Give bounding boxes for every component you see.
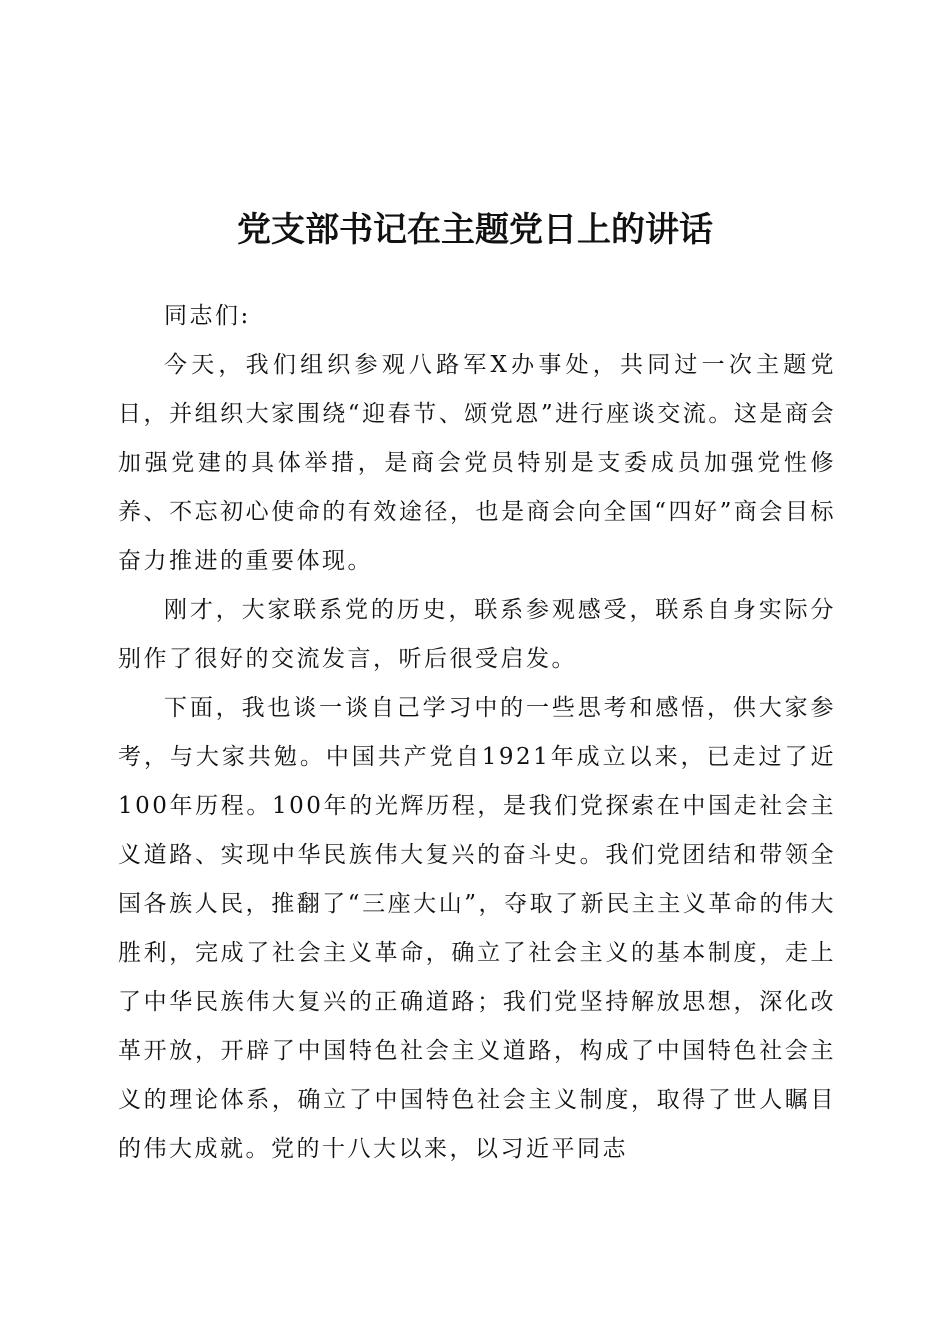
paragraph-3: 下面，我也谈一谈自己学习中的一些思考和感悟，供大家参考，与大家共勉。中国共产党自1921年成立以来，已走过了近100年历程。100年的光辉历程，是我们党探索在中国走社会主义道路、实现中华民族伟大复兴的奋斗史。我们党团结和带领全国各族人民，推翻了“三座大山”，夺取了新民主主义革命的伟大胜利，完成了社会主义革命，确立了社会主义的基本制度，走上了中华民族伟大复兴的正确道路；我们党坚持解放思想，深化改革开放，开辟了中国特色社会主义道路，构成了中国特色社会主义的理论体系，确立了中国特色社会主义制度，取得了世人瞩目的伟大成就。党的十八大以来，以习近平同志 bbox=[118, 695, 836, 1162]
paragraph-1: 今天，我们组织参观八路军X办事处，共同过一次主题党日，并组织大家围绕“迎春节、颂党恩”进行座谈交流。这是商会加强党建的具体举措，是商会党员特别是支委成员加强党性修养、不忘初心使命的有效途径，也是商会向全国“四好”商会目标奋力推进的重要体现。 bbox=[118, 352, 836, 574]
document-title: 党支部书记在主题党日上的讲话 bbox=[237, 210, 713, 250]
document-body bbox=[118, 292, 836, 1174]
salutation: 同志们: bbox=[164, 303, 251, 329]
paragraph-2: 刚才，大家联系党的历史，联系参观感受，联系自身实际分别作了很好的交流发言，听后很受启发。 bbox=[118, 597, 836, 672]
